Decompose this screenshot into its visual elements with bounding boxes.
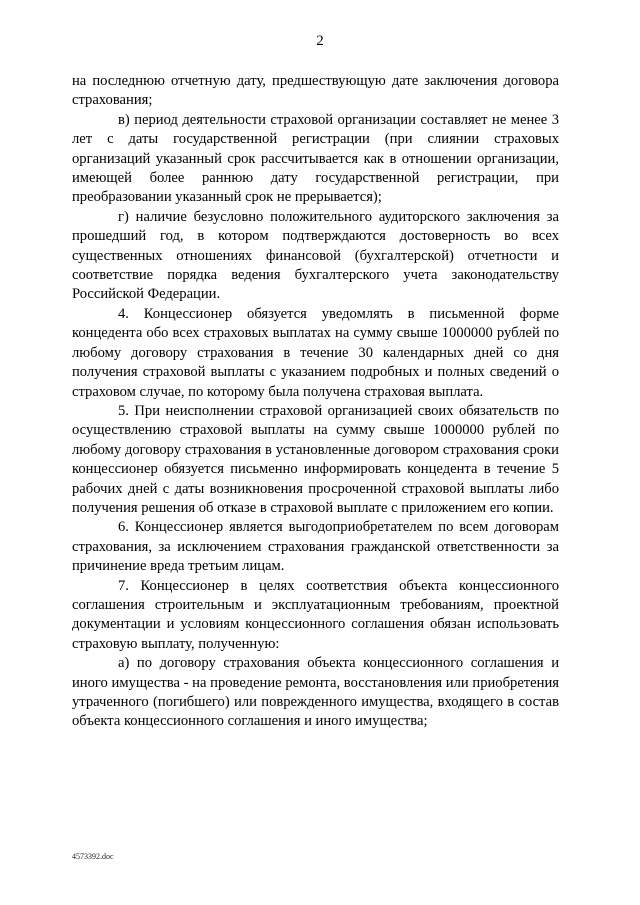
paragraph-item-6: 6. Концессионер является выгодоприобретателем по всем договорам страхования, за исключением страхования гражданской ответственности за причинение вреда третьим лицам. [72,519,559,575]
paragraph-continuation: на последнюю отчетную дату, предшествующую дате заключения договора страхования; [72,73,559,109]
paragraph-clause-a: а) по договору страхования объекта концессионного соглашения и иного имущества - на проведение ремонта, восстановления или приобретения утраченного (погибшего) или поврежденного имущества, входящего в состав объекта концессионного соглашения и иного имущества; [72,655,559,730]
page-number: 2 [316,33,324,49]
paragraph-item-5: 5. При неисполнении страховой организацией своих обязательств по осуществлению страховой выплаты на сумму свыше 1000000 рублей по любому договору страхования в установленные договором страхования сроки концессионер обязуется письменно информировать концедента в течение 5 рабочих дней с даты возникновения просроченной страховой выплаты либо получения решения об отказе в страховой выплате с приложением его копии. [72,402,559,516]
paragraph-clause-g: г) наличие безусловно положительного аудиторского заключения за прошедший год, в котором подтверждаются достоверность во всех существенных отношениях финансовой (бухгалтерской) отчетности и соответствие порядка ведения бухгалтерского учета законодательству Российской Федерации. [72,208,559,303]
paragraph-clause-v: в) период деятельности страховой организации составляет не менее 3 лет с даты государственной регистрации (при слиянии страховых организаций указанный срок рассчитывается как в отношении организации, имеющей более раннюю дату государственной регистрации, при преобразовании указанный срок не прерывается); [72,111,559,206]
document-body [72,72,559,732]
paragraph-item-7: 7. Концессионер в целях соответствия объекта концессионного соглашения строительным и эксплуатационным требованиям, проектной документации и условиям концессионного соглашения обязан использовать страховую выплату, полученную: [72,577,559,652]
paragraph-item-4: 4. Концессионер обязуется уведомлять в письменной форме концедента обо всех страховых выплатах на сумму свыше 1000000 рублей по любому договору страхования в течение 30 календарных дней со дня получения страховой выплаты с указанием подробных и полных сведений о страховом случае, по которому была получена страховая выплата. [72,305,559,400]
document-file-code: 4573392.doc [72,852,114,861]
